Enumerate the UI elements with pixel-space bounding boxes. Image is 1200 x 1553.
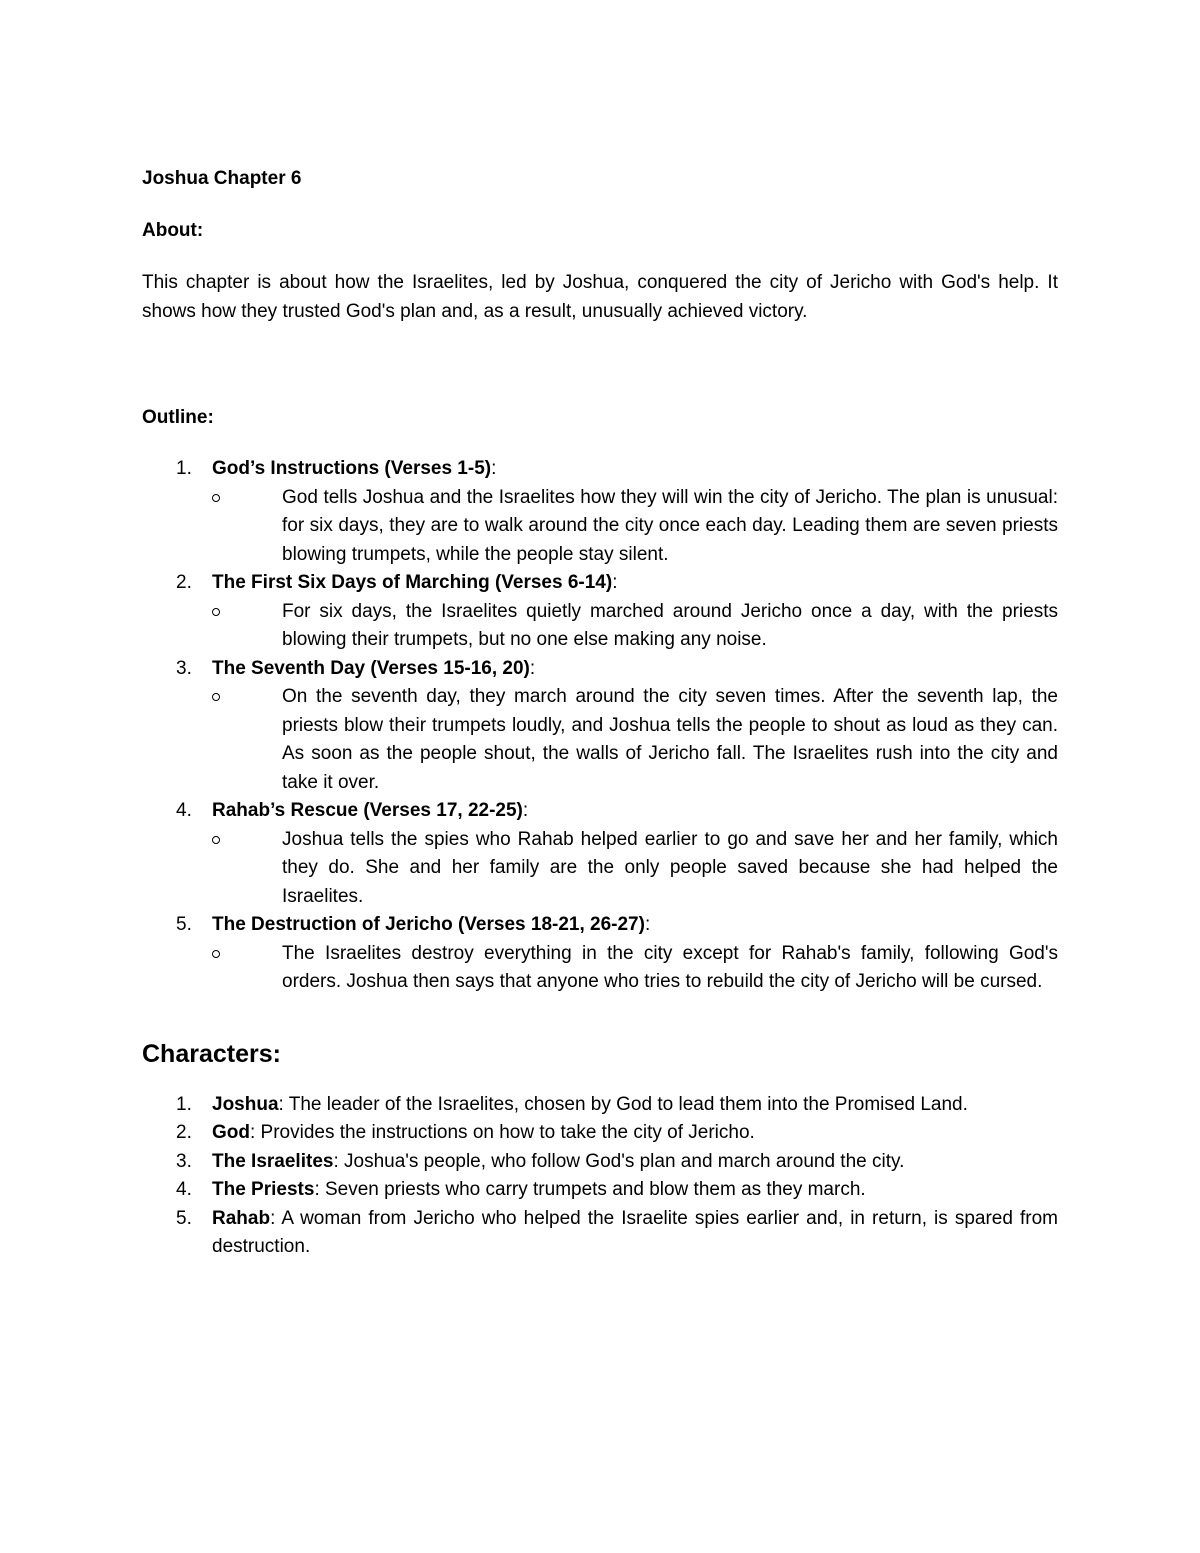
outline-colon: :: [644, 914, 651, 935]
outline-detail-text: The Israelites destroy everything in the city except for Rahab's family, following God's orders. Joshua then says that anyone who tries to rebuild the city of Jericho will be cursed.: [282, 942, 1058, 992]
about-text: This chapter is about how the Israelites, led by Joshua, conquered the city of Jericho with God's help. It shows how they trusted God's plan and, as a result, unusually achieved victory.: [142, 272, 1058, 322]
document-page: [142, 165, 1058, 1262]
outline-detail: [212, 683, 1058, 797]
outline-item: [142, 455, 1058, 569]
list-number: 4.: [176, 800, 192, 821]
list-number: 2.: [176, 572, 192, 593]
hollow-circle-bullet-icon: [212, 693, 220, 701]
list-number: 3.: [176, 657, 192, 679]
character-description: : Joshua's people, who follow God's plan and march around the city.: [333, 1150, 905, 1172]
character-item: [142, 1148, 1058, 1177]
character-description: : A woman from Jericho who helped the Israelite spies earlier and, in return, is spared from destruction.: [212, 1207, 1058, 1257]
hollow-circle-bullet-icon: [212, 608, 220, 616]
list-number: 2.: [176, 1122, 192, 1143]
hollow-circle-bullet-icon: [212, 950, 220, 958]
character-name: God: [212, 1122, 250, 1143]
list-number: 1.: [176, 1093, 192, 1115]
list-number: 5.: [176, 914, 192, 935]
characters-heading: Characters:: [142, 1039, 281, 1068]
character-description: : Provides the instructions on how to take the city of Jericho.: [250, 1122, 755, 1143]
outline-detail: [212, 598, 1058, 655]
character-name: The Priests: [212, 1179, 315, 1200]
outline-heading: God’s Instructions (Verses 1-5): [212, 458, 492, 479]
outline-colon: :: [491, 458, 497, 479]
character-item: [142, 1176, 1058, 1205]
outline-colon: :: [529, 657, 536, 679]
list-number: 5.: [176, 1207, 192, 1229]
outline-heading: Rahab’s Rescue (Verses 17, 22-25): [212, 800, 523, 821]
outline-item: [142, 797, 1058, 911]
hollow-circle-bullet-icon: [212, 494, 220, 502]
outline-detail-text: Joshua tells the spies who Rahab helped earlier to go and save her and her family, which they do. She and her family are the only people saved because she had helped the Israelites.: [282, 828, 1058, 907]
character-name: The Israelites: [212, 1150, 334, 1172]
outline-detail: [212, 484, 1058, 570]
outline-detail-text: For six days, the Israelites quietly marched around Jericho once a day, with the priests blowing their trumpets, but no one else making any noise.: [282, 600, 1058, 650]
character-name: Joshua: [212, 1093, 279, 1115]
outline-colon: :: [612, 572, 618, 593]
characters-list: [142, 1091, 1058, 1262]
character-name: Rahab: [212, 1207, 271, 1229]
about-label: About:: [142, 220, 204, 241]
outline-colon: :: [522, 800, 529, 821]
outline-detail-text: On the seventh day, they march around the city seven times. After the seventh lap, the priests blow their trumpets loudly, and Joshua tells the people to shout as loud as they can. As soon as the people shout, the walls of Jericho fall. The Israelites rush into the city and take it over.: [282, 686, 1058, 793]
hollow-circle-bullet-icon: [212, 836, 220, 844]
outline-detail-text: God tells Joshua and the Israelites how they will win the city of Jericho. The plan is unusual: for six days, they are to walk around the city once each day. Leading them are seven priests blowing trumpets, while the people stay silent.: [282, 486, 1058, 565]
outline-item: [142, 911, 1058, 997]
outline-heading: The Seventh Day (Verses 15-16, 20): [212, 657, 530, 679]
outline-detail: [212, 940, 1058, 997]
list-number: 1.: [176, 458, 192, 479]
list-number: 3.: [176, 1150, 192, 1172]
outline-item: [142, 655, 1058, 798]
character-item: [142, 1119, 1058, 1148]
outline-heading: The First Six Days of Marching (Verses 6-14): [212, 572, 613, 593]
character-item: [142, 1091, 1058, 1120]
character-description: : The leader of the Israelites, chosen by God to lead them into the Promised Land.: [278, 1093, 968, 1115]
outline-label: Outline:: [142, 407, 214, 428]
character-description: : Seven priests who carry trumpets and blow them as they march.: [314, 1179, 866, 1200]
outline-list: [142, 455, 1058, 997]
document-title: Joshua Chapter 6: [142, 168, 302, 189]
character-item: [142, 1205, 1058, 1262]
outline-heading: The Destruction of Jericho (Verses 18-21, 26-27): [212, 914, 645, 935]
outline-detail: [212, 826, 1058, 912]
outline-item: [142, 569, 1058, 655]
list-number: 4.: [176, 1179, 192, 1200]
